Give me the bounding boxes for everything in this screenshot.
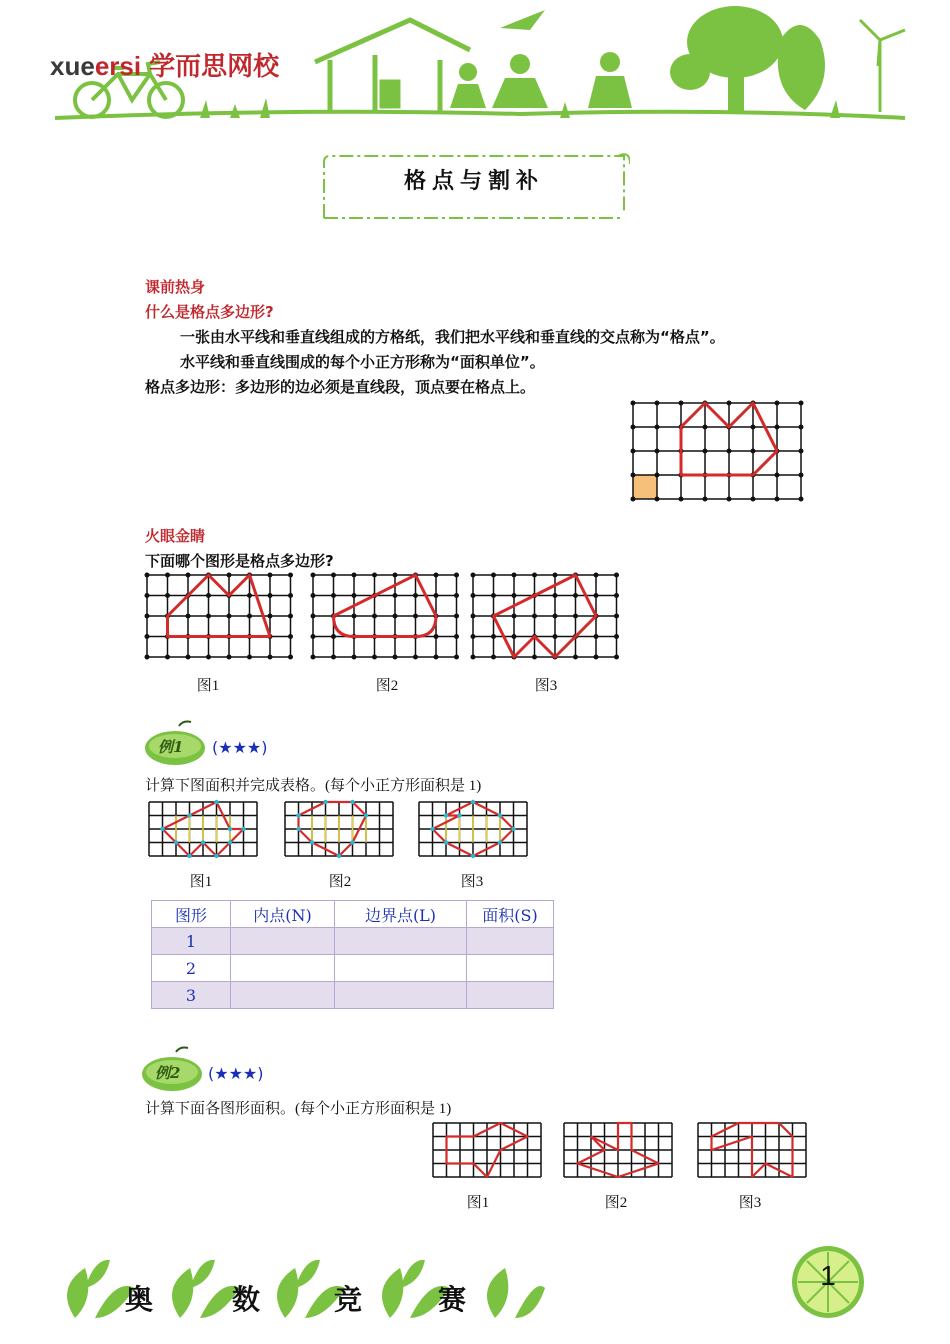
example1-caption-3: 图3 — [460, 874, 484, 890]
example2-stars: (★★★) — [208, 1064, 264, 1083]
example1-figure-3 — [416, 799, 529, 865]
footer-word: 奥 — [125, 1283, 154, 1316]
example2-caption-1: 图1 — [466, 1195, 490, 1211]
example1-caption-1: 图1 — [189, 874, 213, 890]
table-cell[interactable] — [467, 928, 554, 955]
warmup-question: 什么是格点多边形? — [145, 303, 274, 321]
example2-prompt: 计算下面各图形面积。(每个小正方形面积是 1) — [145, 1101, 452, 1117]
spot-figure-1 — [142, 570, 298, 665]
page-title: 格点与割补 — [403, 168, 544, 194]
spot-caption-3: 图3 — [534, 678, 558, 694]
footer-word: 竞 — [334, 1283, 363, 1316]
table-cell[interactable] — [335, 955, 467, 982]
table-row — [152, 928, 554, 955]
table-cell: 2 — [152, 955, 231, 982]
spot-figure-3 — [468, 570, 624, 665]
warmup-heading: 课前热身 — [145, 278, 206, 296]
tree-icon — [670, 6, 825, 112]
warmup-para1: 一张由水平线和垂直线组成的方格纸，我们把水平线和垂直线的交点称为“格点”。 — [180, 328, 725, 346]
footer-word: 赛 — [438, 1283, 467, 1316]
example1-badge-label: 例1 — [158, 738, 184, 756]
windmill-icon — [860, 20, 905, 112]
example2-caption-2: 图2 — [604, 1195, 628, 1211]
page-number: 1 — [820, 1260, 836, 1291]
example1-prompt: 计算下图面积并完成表格。(每个小正方形面积是 1) — [145, 778, 482, 794]
table-cell[interactable] — [467, 982, 554, 1009]
warmup-para3: 格点多边形：多边形的边必须是直线段，顶点要在格点上。 — [145, 378, 536, 396]
example1-table — [151, 900, 554, 1009]
table-cell[interactable] — [335, 982, 467, 1009]
table-cell[interactable] — [335, 928, 467, 955]
table-header: 边界点(L) — [335, 901, 467, 928]
table-cell[interactable] — [231, 928, 335, 955]
example1-caption-2: 图2 — [328, 874, 352, 890]
table-header: 内点(N) — [231, 901, 335, 928]
table-cell: 1 — [152, 928, 231, 955]
spot-caption-1: 图1 — [196, 678, 220, 694]
example1-figure-2 — [282, 799, 395, 865]
table-header: 图形 — [152, 901, 231, 928]
spot-caption-2: 图2 — [375, 678, 399, 694]
table-cell[interactable] — [467, 955, 554, 982]
table-header-row — [152, 901, 554, 928]
example1-figure-1 — [146, 799, 259, 865]
example2-figure-2 — [561, 1120, 674, 1186]
table-header: 面积(S) — [467, 901, 554, 928]
spot-heading: 火眼金睛 — [145, 527, 206, 545]
example2-caption-3: 图3 — [738, 1195, 762, 1211]
brand-logo: xueersi 学而思网校 — [50, 51, 280, 81]
spot-question: 下面哪个图形是格点多边形? — [145, 552, 334, 570]
people-icon — [450, 10, 632, 108]
spot-figure-2 — [308, 570, 464, 665]
example1-stars: (★★★) — [212, 738, 268, 757]
table-cell: 3 — [152, 982, 231, 1009]
example2-badge-label: 例2 — [155, 1064, 181, 1082]
house-icon — [315, 20, 470, 112]
table-row — [152, 955, 554, 982]
table-cell[interactable] — [231, 955, 335, 982]
lattice-example-figure — [628, 398, 808, 504]
warmup-para2: 水平线和垂直线围成的每个小正方形称为“面积单位”。 — [180, 353, 545, 371]
footer-word: 数 — [232, 1283, 261, 1316]
table-cell[interactable] — [231, 982, 335, 1009]
example2-figure-3 — [695, 1120, 808, 1186]
table-row — [152, 982, 554, 1009]
example2-figure-1 — [430, 1120, 543, 1186]
